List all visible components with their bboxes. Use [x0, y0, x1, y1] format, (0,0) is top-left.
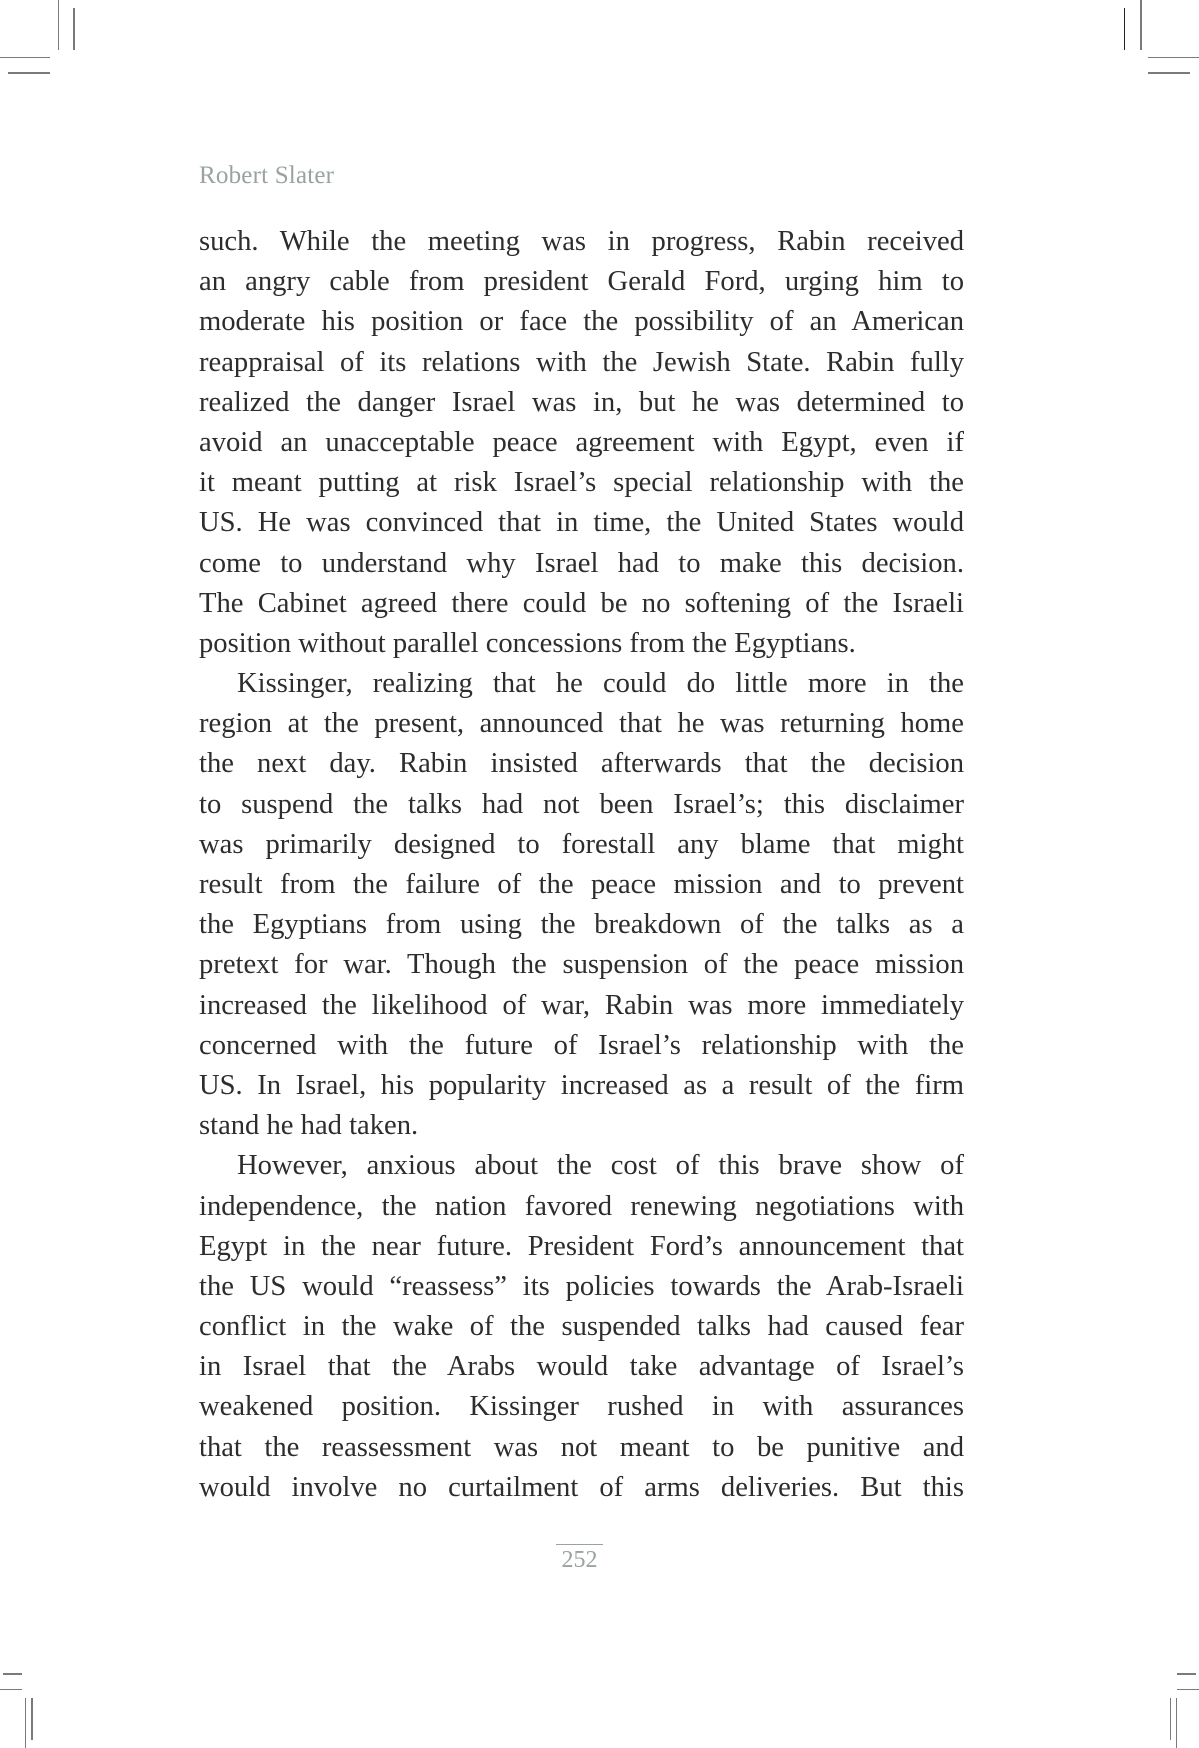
text-line: pretext for war. Though the suspension of the peace mission [199, 949, 964, 981]
text-line: that the reassessment was not meant to be punitive and [199, 1431, 964, 1463]
crop-mark-top-right-v2 [1140, 0, 1142, 50]
text-line: The Cabinet agreed there could be no softening of the Israeli [199, 587, 964, 619]
crop-mark-top-right-h2 [1148, 72, 1190, 74]
crop-mark-bottom-right-h1 [1177, 1673, 1196, 1675]
text-line: the next day. Rabin insisted afterwards that the decision [199, 748, 964, 780]
text-line: reappraisal of its relations with the Jewish State. Rabin fully [199, 346, 964, 378]
text-line: US. He was convinced that in time, the United States would [199, 507, 964, 539]
text-line: realized the danger Israel was in, but he was determined to [199, 386, 964, 418]
crop-mark-bottom-left-v2 [31, 1698, 33, 1740]
crop-mark-bottom-right-v2 [1176, 1698, 1177, 1748]
text-line: increased the likelihood of war, Rabin was more immediately [199, 989, 964, 1021]
page-number-rule [556, 1544, 603, 1545]
text-line: would involve no curtailment of arms deliveries. But this [199, 1471, 964, 1503]
text-line: the Egyptians from using the breakdown of the talks as a [199, 909, 964, 941]
crop-mark-top-left-v1 [58, 0, 59, 50]
text-line: stand he had taken. [199, 1110, 419, 1142]
text-line: avoid an unacceptable peace agreement with Egypt, even if [199, 426, 964, 458]
text-line: moderate his position or face the possibility of an American [199, 306, 964, 338]
text-line: result from the failure of the peace mission and to prevent [199, 869, 964, 900]
body-text [199, 222, 964, 1508]
paragraph [199, 1146, 964, 1508]
text-line: in Israel that the Arabs would take advantage of Israel’s [199, 1351, 964, 1383]
crop-mark-top-left-h1 [0, 57, 50, 58]
text-line: conflict in the wake of the suspended talks had caused fear [199, 1311, 964, 1343]
text-line: to suspend the talks had not been Israel’s; this disclaimer [199, 788, 964, 820]
crop-mark-top-left-h2 [8, 72, 50, 74]
crop-mark-top-right-h1 [1148, 57, 1199, 58]
text-line: weakened position. Kissinger rushed in with assurances [199, 1391, 964, 1423]
paragraph [199, 664, 964, 1146]
text-line: US. In Israel, his popularity increased as a result of the firm [199, 1069, 964, 1101]
crop-mark-bottom-left-v1 [25, 1698, 26, 1748]
crop-mark-bottom-right-v1 [1170, 1698, 1171, 1740]
running-head-author: Robert Slater [199, 162, 335, 189]
text-line: an angry cable from president Gerald Ford, urging him to [199, 266, 964, 298]
text-line: the US would “reassess” its policies towards the Arab-Israeli [199, 1270, 964, 1302]
text-line: independence, the nation favored renewing negotiations with [199, 1190, 964, 1222]
crop-mark-top-right-v1 [1124, 8, 1125, 50]
crop-mark-bottom-left-h2 [0, 1689, 22, 1690]
text-line: However, anxious about the cost of this brave show of [237, 1150, 964, 1182]
text-line: Egypt in the near future. President Ford’s announcement that [199, 1230, 964, 1262]
text-line: come to understand why Israel had to make this decision. [199, 547, 964, 579]
text-line: concerned with the future of Israel’s relationship with the [199, 1029, 964, 1061]
crop-mark-bottom-left-h1 [3, 1673, 22, 1675]
text-line: it meant putting at risk Israel’s special relationship with the [199, 467, 964, 499]
crop-mark-bottom-right-h2 [1177, 1689, 1199, 1690]
crop-mark-top-left-v2 [73, 8, 75, 50]
text-line: Kissinger, realizing that he could do little more in the [237, 668, 964, 700]
text-line: region at the present, announced that he was returning home [199, 708, 964, 740]
text-line: position without parallel concessions from the Egyptians. [199, 627, 856, 659]
paragraph [199, 222, 964, 664]
text-line: was primarily designed to forestall any blame that might [199, 828, 964, 860]
page-number: 252 [561, 1547, 598, 1573]
text-line: such. While the meeting was in progress, Rabin received [199, 226, 964, 257]
